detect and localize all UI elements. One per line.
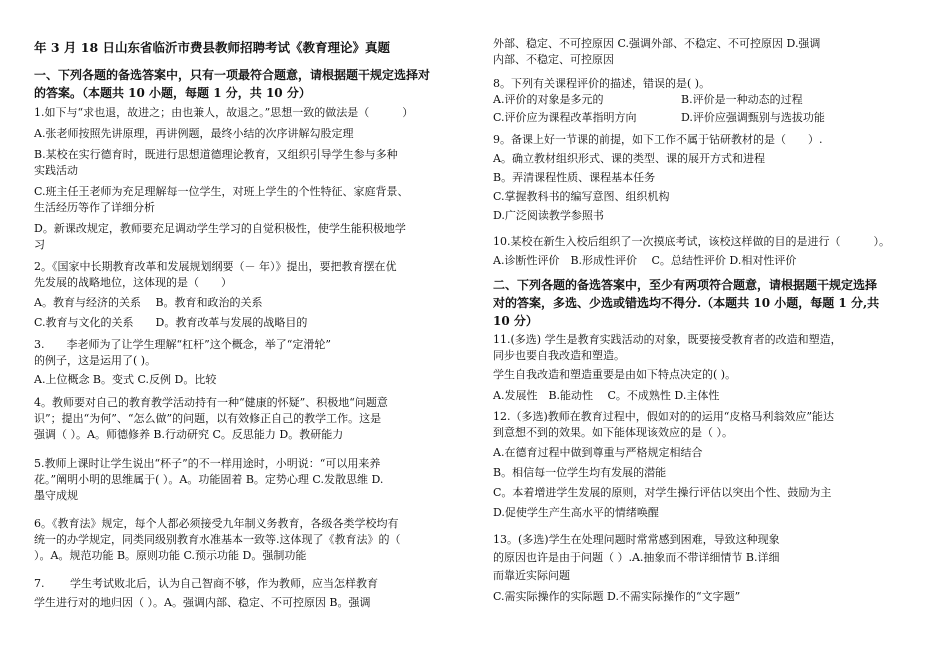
question-9: 9。备课上好一节课的前提，如下工作不属于钻研教材的是（ ）. A。确立教材组织形式、课的类型、课的展开方式和进程 B。弄清课程性质、课程基本任务 C.掌握教科书的编写意图、组织机构 D.广泛阅读教学参照书 <box>493 133 823 222</box>
page-title: 年 3 月 18 日山东省临沂市费县教师招聘考试《教育理论》真题 <box>34 40 391 55</box>
question-7-continued: 外部、稳定、不可控原因 C.强调外部、不稳定、不可控原因 D.强调 内部、不稳定、可控原因 <box>493 37 821 66</box>
question-13: 13。(多选)学生在处理问题时常常感到困难，导致这种现象 的原因也许是由于问题（ ）.A.抽象而不带详细情节 B.详细 而靠近实际问题 C.需实际操作的实际题 D.不需实际操作的“文字题” <box>493 533 780 603</box>
section-1-heading: 一、下列各题的备选答案中，只有一项最符合题意，请根据题干规定选择对 的答案。（本题共 10 小题，每题 1 分，共 10 分） <box>34 68 431 100</box>
q8-options-row-2: C.评价应为课程改革指明方向 D.评价应强调甄别与选拔功能 <box>493 111 825 124</box>
question-1: 1.如下与“求也退，故进之；由也兼人，故退之。”思想一致的做法是（ ） A.张老师按照先讲原理，再讲例题，最终小结的次序讲解勾股定理 B.某校在实行德育时，既进行思想道德理论教育，又组织引导学生参与多种 实践活动 C.班主任王老师为充足理解每一位学生，对班上学生的个性特征、家庭背景、 生活经历等作了详细分析 D。新课改规定，教师要充足调动学生学习的自觉积极性，使学生能积极地学 习 <box>34 106 414 251</box>
question-3: 3. 李老师为了让学生理解“杠杆”这个概念，举了“定滑轮” 的例子，这是运用了( )。 A.上位概念 B。变式 C.反例 D。比较 <box>34 338 331 386</box>
question-10: 10.某校在新生入校后组织了一次摸底考试，该校这样做的目的是进行（ ）。 A.诊断性评价 B.形成性评价 C。总结性评价 D.相对性评价 <box>493 235 890 267</box>
q8-options-row-1: A.评价的对象是多元的 B.评价是一种动态的过程 <box>493 93 803 106</box>
question-8: 8。下列有关课程评价的描述，错误的是( )。 A.评价的对象是多元的 B.评价是一种动态的过程 C.评价应为课程改革指明方向 D.评价应强调甄别与选拔功能 <box>493 76 933 126</box>
question-2: 2。《国家中长期教育改革和发展规划纲要（－ 年）》提出，要把教育摆在优 先发展的战略地位，这体现的是（ ） A。教育与经济的关系 B。教育和政治的关系 C.教育与文化的关系 D。教育改革与发展的战略目的 <box>34 260 397 329</box>
question-11: 11.(多选) 学生是教育实践活动的对象，既要接受教育者的改造和塑造， 同步也要自我改造和塑造。 学生自我改造和塑造重要是由如下特点决定的( )。 A.发展性 B.能动性 C。不成熟性 D.主体性 <box>493 333 842 402</box>
question-7: 7. 学生考试败北后，认为自己智商不够，作为教师，应当怎样教育 学生进行对的地归因（ ）。A。强调内部、稳定、不可控原因 B。强调 <box>34 577 378 609</box>
question-5: 5.教师上课时让学生说出“杯子”的不一样用途时，小明说：“可以用来养 花。”阐明小明的思维属于( ）。A。功能固着 B。定势心理 C.发散思维 D. 墨守成规 <box>34 457 384 502</box>
question-4: 4。教师要对自己的教育教学活动持有一种“健康的怀疑”、积极地“问题意 识”；提出“为何”、“怎么做”的问题，以有效修正自己的教学工作。这是 强调（ ）。A。师德修养 B.行动研究 C。反思能力 D。教研能力 <box>34 396 388 441</box>
question-12: 12.（多选)教师在教育过程中，假如对的的运用“皮格马利翁效应”能达 到意想不到的效果。如下能体现该效应的是（ ）。 A.在德育过程中做到尊重与严格规定相结合 B。相信每一位学生均有发展的潜能 C。本着增进学生发展的原则，对学生操行评估以突出个性、鼓励为主 D.促使学生产生高水平的情绪唤醒 <box>493 410 835 519</box>
section-2-heading: 二、下列各题的备选答案中，至少有两项符合题意，请根据题干规定选择 对的答案，多选、少选或错选均不得分.（本题共 10 小题，每题 1 分,共 10 分） <box>493 278 880 328</box>
question-6: 6。《教育法》规定，每个人都必须接受九年制义务教育，各级各类学校均有 统一的办学规定，同类同级别教育水准基本一致等.这体现了《教育法》的（ ）。A。规范功能 B。原则功能 C.预示功能 D。强制功能 <box>34 517 401 562</box>
